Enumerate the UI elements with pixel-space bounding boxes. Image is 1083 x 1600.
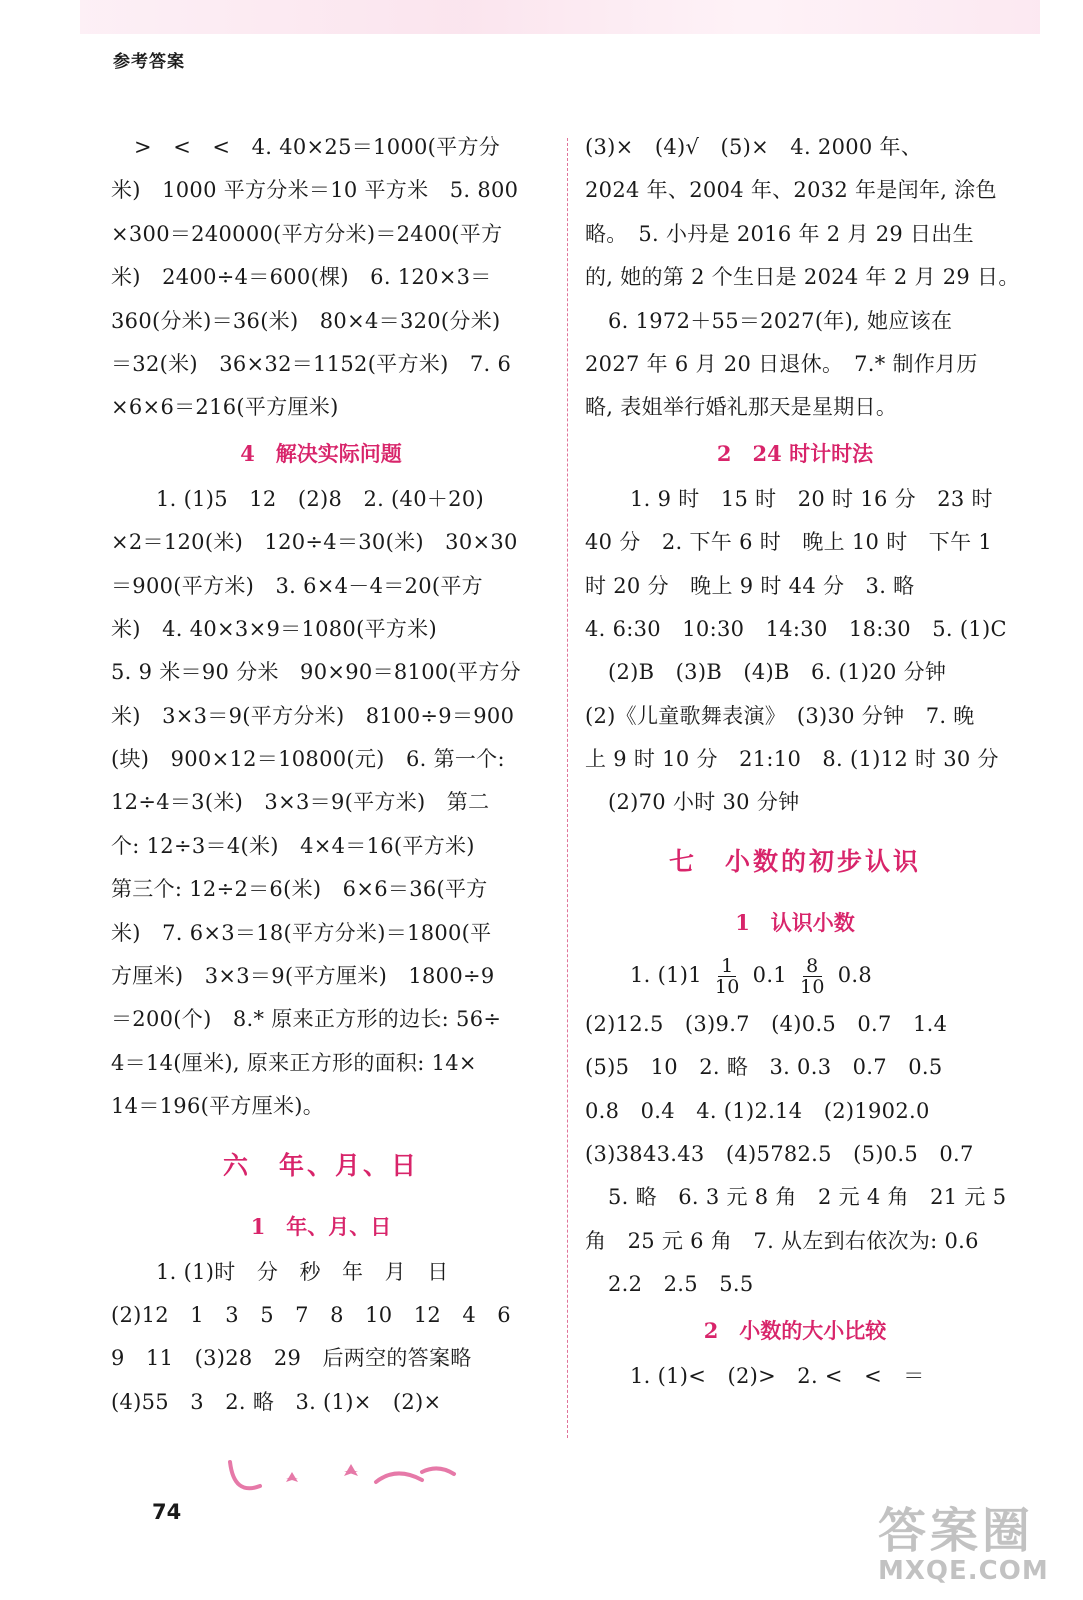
- text-line: (2)B (3)B (4)B 6. (1)20 分钟: [608, 660, 947, 685]
- text-line: 2024 年、2004 年、2032 年是闰年, 涂色: [585, 178, 997, 203]
- section-heading: 1 年、月、日: [250, 1213, 392, 1239]
- text-line: 上 9 时 10 分 21:10 8. (1)12 时 30 分: [585, 747, 999, 772]
- text-line: 12÷4＝3(米) 3×3＝9(平方米) 第二: [111, 790, 490, 815]
- watermark: [878, 1505, 1049, 1585]
- text-line: ＝32(米) 36×32＝1152(平方米) 7. 6: [111, 351, 512, 376]
- star-decoration: [286, 1472, 298, 1482]
- text-line: 方厘米) 3×3＝9(平方厘米) 1800÷9: [111, 964, 495, 989]
- section-heading: 2 小数的大小比较: [703, 1317, 887, 1343]
- fraction-numerator: 1: [718, 956, 736, 977]
- text-line: 米) 1000 平方分米＝10 平方米 5. 800: [111, 178, 519, 203]
- right-column: [585, 126, 1020, 1398]
- text-line: 的, 她的第 2 个生日是 2024 年 2 月 29 日。: [585, 265, 1020, 290]
- text-line: 米) 3×3＝9(平方分米) 8100÷9＝900: [111, 703, 515, 728]
- text-line: 略。 5. 小丹是 2016 年 2 月 29 日出生: [585, 221, 974, 246]
- text-line: ×2＝120(米) 120÷4＝30(米) 30×30: [111, 530, 518, 555]
- text-line: 9 11 (3)28 29 后两空的答案略: [111, 1346, 472, 1371]
- text-line: (2)70 小时 30 分钟: [608, 790, 800, 815]
- text-line: (3)× (4)√ (5)× 4. 2000 年、: [585, 135, 923, 159]
- text-line: 1. (1)5 12 (2)8 2. (40＋20): [156, 486, 484, 511]
- text-line: (2)12 1 3 5 7 8 10 12 4 6: [111, 1302, 511, 1327]
- text-line: (2)12.5 (3)9.7 (4)0.5 0.7 1.4: [585, 1011, 948, 1036]
- fraction-one-tenth: [715, 956, 740, 997]
- text-line: 略, 表姐举行婚礼那天是星期日。: [585, 395, 898, 420]
- text-line: 时 20 分 晚上 9 时 44 分 3. 略: [585, 573, 915, 598]
- text-line: 0.8 0.4 4. (1)2.14 (2)1902.0: [585, 1098, 930, 1123]
- text-line: 第三个: 12÷2＝6(米) 6×6＝36(平方: [111, 877, 488, 902]
- fraction-numerator: 8: [803, 956, 821, 977]
- text-line: 40 分 2. 下午 6 时 晚上 10 时 下午 1: [585, 530, 993, 555]
- fraction-eight-tenths: [800, 956, 825, 997]
- header-decoration: [80, 0, 1040, 34]
- fraction-line-mid: 0.1: [752, 962, 787, 987]
- text-line: > < < 4. 40×25＝1000(平方分: [134, 135, 501, 159]
- chapter-heading: 七 小数的初步认识: [668, 846, 921, 876]
- text-line: 5. 略 6. 3 元 8 角 2 元 4 角 21 元 5: [608, 1185, 1007, 1210]
- section-heading: 2 24 时计时法: [716, 440, 874, 466]
- page-header-title: 参考答案: [113, 52, 185, 72]
- text-line: (3)3843.43 (4)5782.5 (5)0.5 0.7: [585, 1142, 974, 1167]
- leaf-decoration: [376, 1473, 422, 1482]
- fraction-line: [585, 947, 1005, 1003]
- text-line: 2.2 2.5 5.5: [608, 1272, 754, 1297]
- section-heading: 1 认识小数: [735, 909, 855, 935]
- column-divider: [567, 138, 568, 1438]
- text-line: 5. 9 米＝90 分米 90×90＝8100(平方分: [111, 660, 521, 685]
- chapter-heading: 六 年、月、日: [222, 1150, 419, 1180]
- fraction-line-suffix: 0.8: [837, 962, 873, 987]
- page-number: 74: [152, 1500, 182, 1524]
- star-decoration: [344, 1464, 358, 1476]
- left-column: [111, 126, 531, 1424]
- text-line: (2)《儿童歌舞表演》 (3)30 分钟 7. 晚: [585, 703, 975, 728]
- text-line: 米) 7. 6×3＝18(平方分米)＝1800(平: [111, 920, 492, 945]
- text-line: ×300＝240000(平方分米)＝2400(平方: [111, 221, 503, 246]
- text-line: 个: 12÷3＝4(米) 4×4＝16(平方米): [111, 833, 475, 858]
- text-line: 1. 9 时 15 时 20 时 16 分 23 时: [630, 486, 993, 511]
- swirl-decoration: [230, 1462, 260, 1488]
- text-line: (块) 900×12＝10800(元) 6. 第一个:: [111, 747, 505, 772]
- text-line: 2027 年 6 月 20 日退休。 7.* 制作月历: [585, 351, 978, 376]
- text-line: ＝900(平方米) 3. 6×4－4＝20(平方: [111, 573, 483, 598]
- text-line: 6. 1972＋55＝2027(年), 她应该在: [608, 308, 953, 333]
- text-line: 角 25 元 6 角 7. 从左到右依次为: 0.6: [585, 1228, 979, 1253]
- text-line: 1. (1)< (2)> 2. < < ＝: [630, 1363, 925, 1388]
- watermark-logo: 答案圈: [878, 1503, 1035, 1559]
- section-heading: 4 解决实际问题: [240, 440, 402, 466]
- bottom-decoration: [226, 1452, 466, 1502]
- text-line: 360(分米)＝36(米) 80×4＝320(分米): [111, 308, 501, 333]
- text-line: 4. 6:30 10:30 14:30 18:30 5. (1)C: [585, 616, 1007, 641]
- watermark-url: MXQE.COM: [878, 1556, 1049, 1586]
- text-line: (4)55 3 2. 略 3. (1)× (2)×: [111, 1389, 442, 1414]
- text-line: ×6×6＝216(平方厘米): [111, 395, 339, 420]
- text-line: 米) 2400÷4＝600(棵) 6. 120×3＝: [111, 265, 492, 290]
- fraction-line-prefix: 1. (1)1: [630, 962, 702, 987]
- text-line: ＝200(个) 8.* 原来正方形的边长: 56÷: [111, 1007, 502, 1032]
- text-line: 14＝196(平方厘米)。: [111, 1094, 325, 1119]
- fraction-denominator: 10: [799, 975, 825, 998]
- text-line: 1. (1)时 分 秒 年 月 日: [156, 1259, 449, 1284]
- fraction-denominator: 10: [714, 975, 740, 998]
- text-line: 4＝14(厘米), 原来正方形的面积: 14×: [111, 1050, 477, 1075]
- text-line: (5)5 10 2. 略 3. 0.3 0.7 0.5: [585, 1055, 943, 1080]
- text-line: 米) 4. 40×3×9＝1080(平方米): [111, 616, 437, 641]
- leaf-decoration: [422, 1468, 454, 1474]
